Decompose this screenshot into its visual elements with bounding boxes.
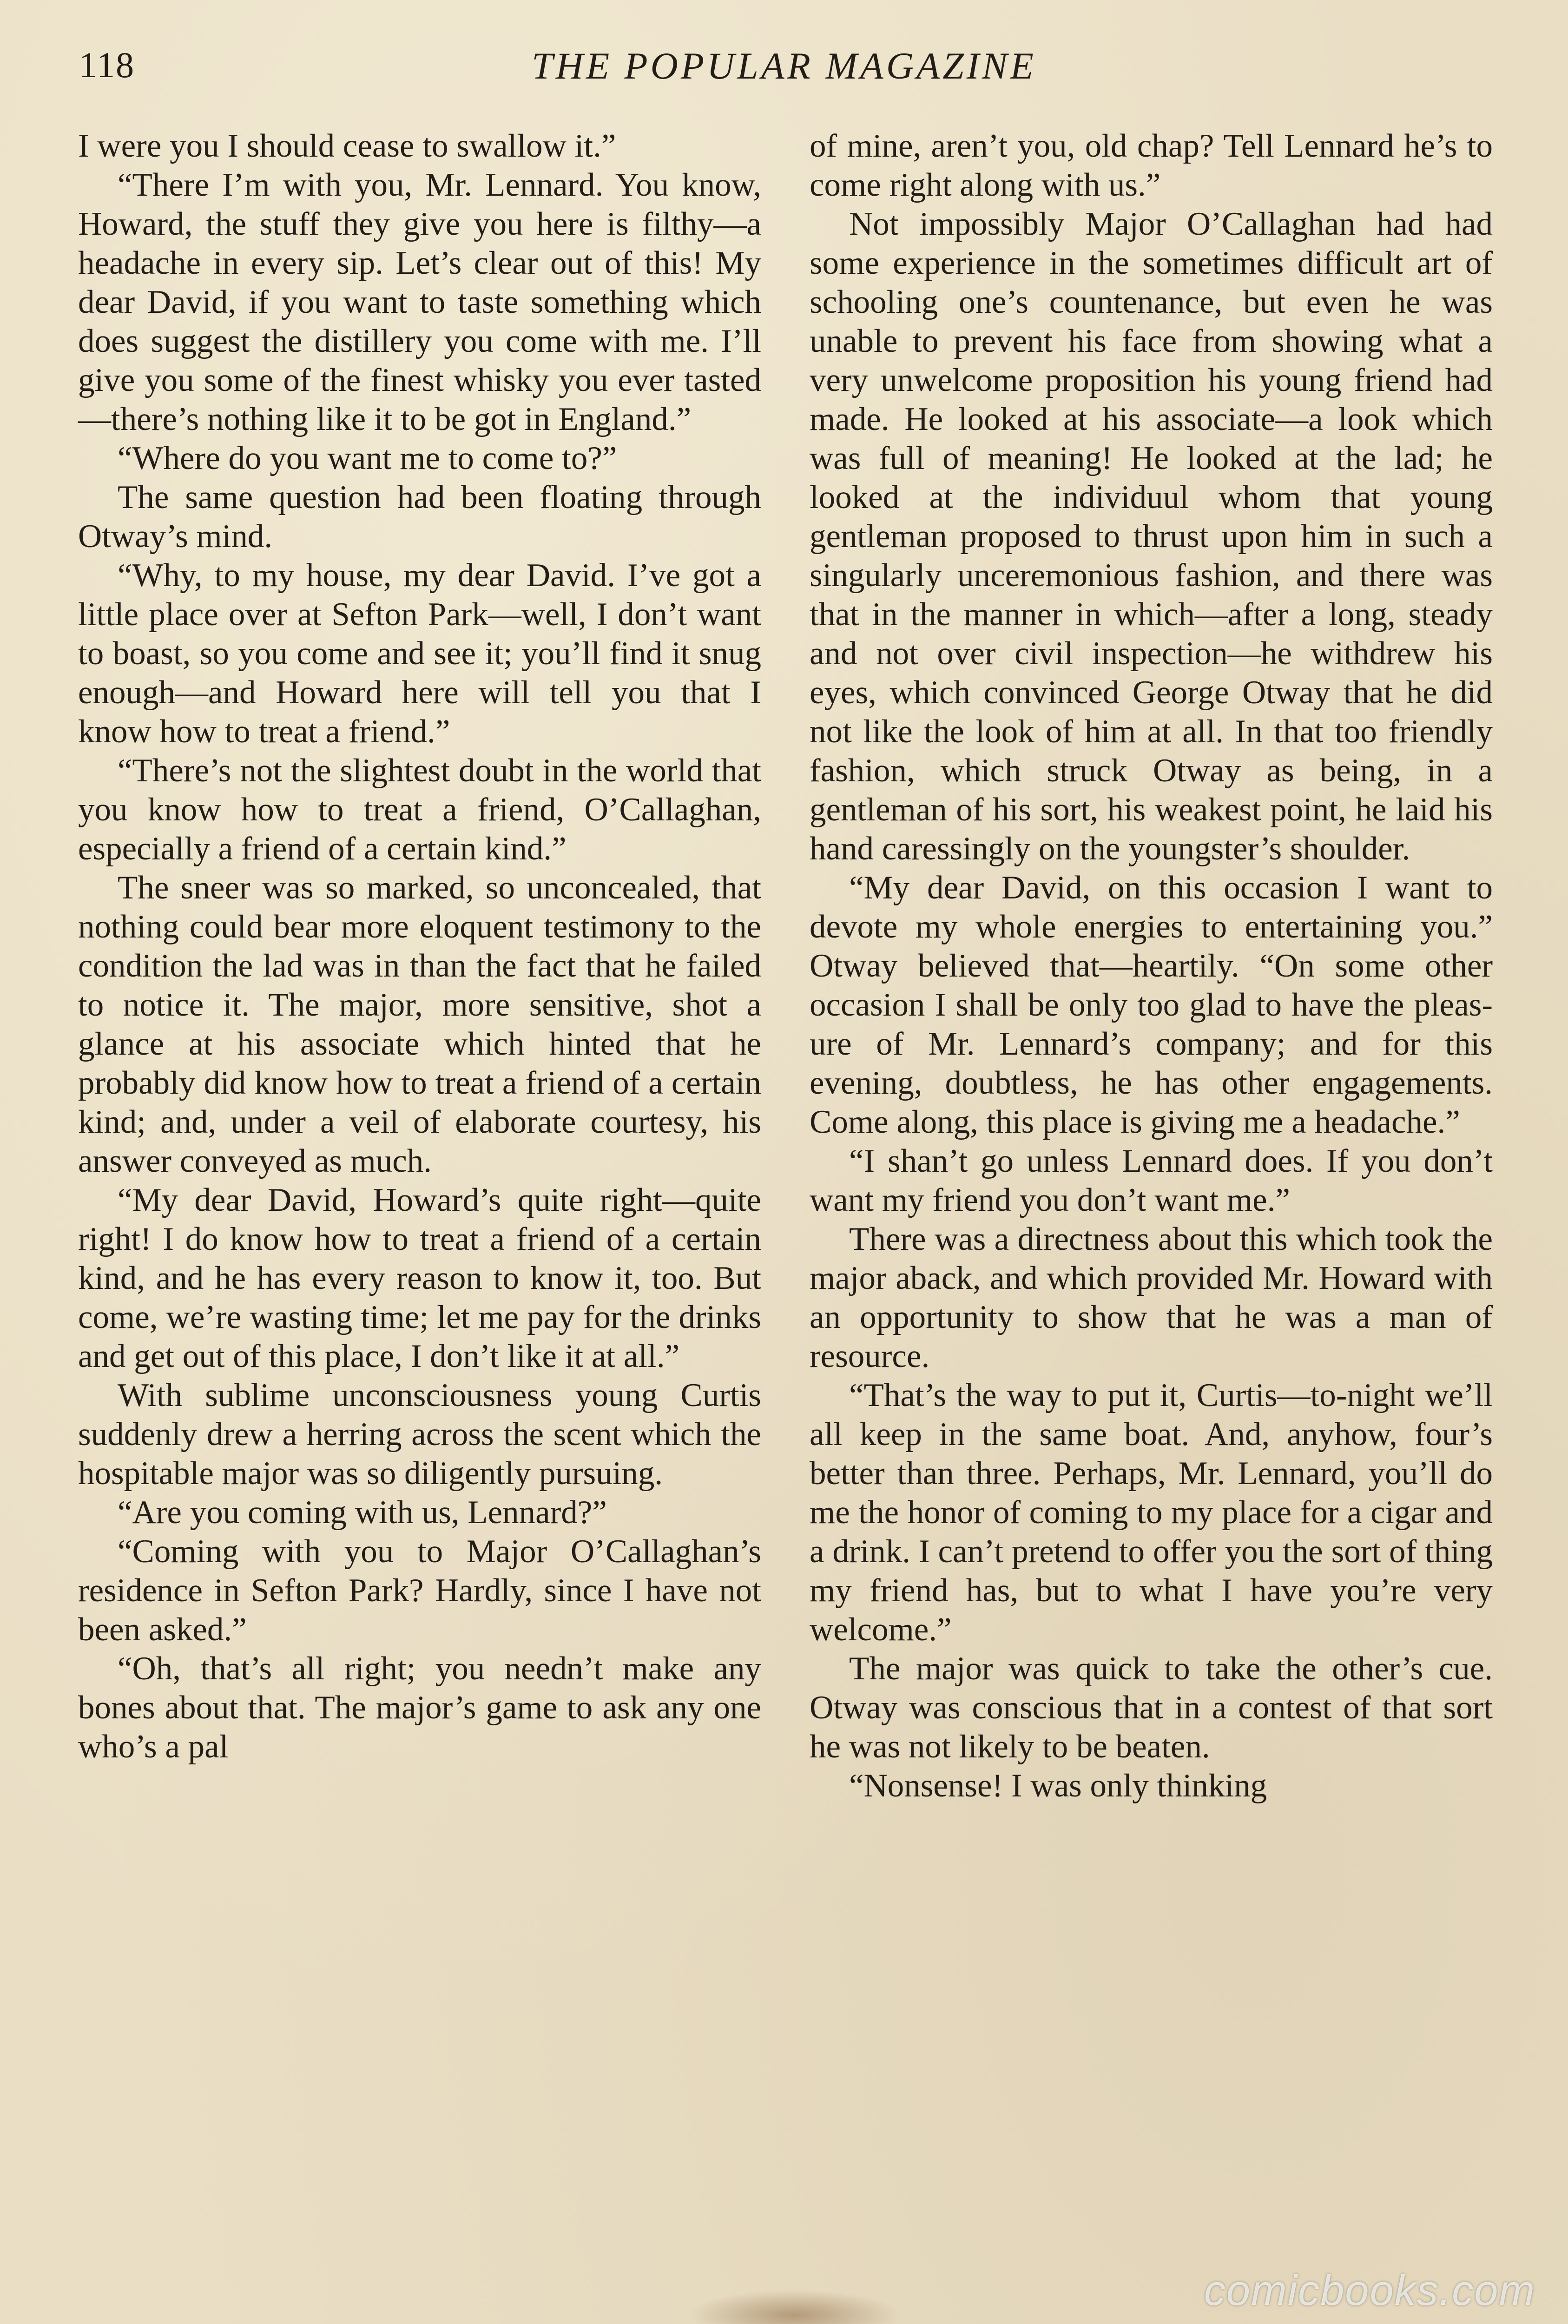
- paragraph: “Where do you want me to come to?”: [118, 440, 617, 476]
- paragraph: With sublime unconsciousness young Curtis suddenly drew a herring across the scent which the hospitable major was so diligently pursuing.: [78, 1377, 761, 1492]
- right-column: [810, 126, 1493, 1805]
- paragraph: There was a directness about this which took the major aback, and which provided Mr. Howard with an opportunity to show that he was a man of resource.: [810, 1221, 1493, 1374]
- paragraph: “Are you coming with us, Lennard?”: [118, 1494, 607, 1531]
- paragraph: “There’s not the slightest doubt in the world that you know how to treat a friend, O’Callaghan, especially a friend of a certain kind.”: [78, 753, 761, 867]
- paragraph: “There I’m with you, Mr. Lennard. You know, Howard, the stuff they give you here is filthy—a headache in every sip. Let’s clear out of this! My dear David, if you want to taste something which does suggest the distillery you come with me. I’ll give you some of the finest whisky you ever tasted—there’s nothing like it to be got in England.”: [78, 167, 761, 437]
- paragraph: “My dear David, Howard’s quite right—quite right! I do know how to treat a friend of a certain kind, and he has every reason to know it, too. But come, we’re wasting time; let me pay for the drinks and get out of this place, I don’t like it at all.”: [78, 1182, 761, 1374]
- running-head: [79, 44, 1489, 100]
- paragraph: “Why, to my house, my dear David. I’ve got a little place over at Sefton Park—well, I don’t want to boast, so you come and see it; you’ll find it snug enough—and Howard here will tell you that I know how to treat a friend.”: [78, 557, 761, 750]
- paragraph: Not impossibly Major O’Callaghan had had some experience in the sometimes difficult art of schooling one’s countenance, but even he was unable to prevent his face from showing what a very unwelcome proposition his young friend had made. He looked at his associate—a look which was full of meaning! He looked at the lad; he looked at the individuul whom that young gentleman proposed to thrust upon him in such a singularly unceremonious fashion, and there was that in the manner in which—after a long, steady and not over civil inspection—he withdrew his eyes, which convinced George Otway that he did not like the look of him at all. In that too friendly fashion, which struck Otway as being, in a gentleman of his sort, his weakest point, he laid his hand caressingly on the youngster’s shoulder.: [810, 206, 1493, 867]
- page-number: 118: [79, 45, 135, 85]
- left-column: [78, 126, 761, 1766]
- paragraph: I were you I should cease to swallow it.”: [78, 128, 616, 164]
- paragraph: “That’s the way to put it, Curtis—to-night we’ll all keep in the same boat. And, anyhow, four’s better than three. Perhaps, Mr. Lennard, you’ll do me the honor of coming to my place for a cigar and a drink. I can’t pretend to offer you the sort of thing my friend has, but to what I have you’re very welcome.”: [810, 1377, 1493, 1648]
- paragraph: The sneer was so marked, so unconcealed, that nothing could bear more eloquent testimony to the condition the lad was in than the fact that he failed to notice it. The major, more sensitive, shot a glance at his associate which hinted that he probably did know how to treat a friend of a certain kind; and, under a veil of elaborate courtesy, his answer conveyed as much.: [78, 870, 761, 1179]
- paragraph: “I shan’t go unless Lennard does. If you don’t want my friend you don’t want me.”: [810, 1143, 1493, 1218]
- paper-stain: [688, 2290, 902, 2324]
- watermark: comicbooks.com: [1204, 2267, 1535, 2314]
- paragraph: “My dear David, on this occasion I want to devote my whole energies to entertaining you.” Otway believed that—heartily. “On some other occasion I shall be only too glad to have the pleasure of Mr. Lennard’s company; and for this evening, doubtless, he has other engagements. Come along, this place is giving me a headache.”: [810, 870, 1493, 1140]
- paragraph: “Oh, that’s all right; you needn’t make any bones about that. The major’s game to ask any one who’s a pal: [78, 1651, 761, 1765]
- paragraph: of mine, aren’t you, old chap? Tell Lennard he’s to come right along with us.”: [810, 128, 1493, 203]
- magazine-title: THE POPULAR MAGAZINE: [532, 45, 1036, 87]
- paragraph: The same question had been floating through Otway’s mind.: [78, 479, 761, 555]
- paragraph: The major was quick to take the other’s cue. Otway was conscious that in a contest of that sort he was not likely to be beaten.: [810, 1651, 1493, 1765]
- paragraph: “Coming with you to Major O’Callaghan’s residence in Sefton Park? Hardly, since I have not been asked.”: [78, 1533, 761, 1648]
- paragraph: “Nonsense! I was only thinking: [849, 1768, 1267, 1804]
